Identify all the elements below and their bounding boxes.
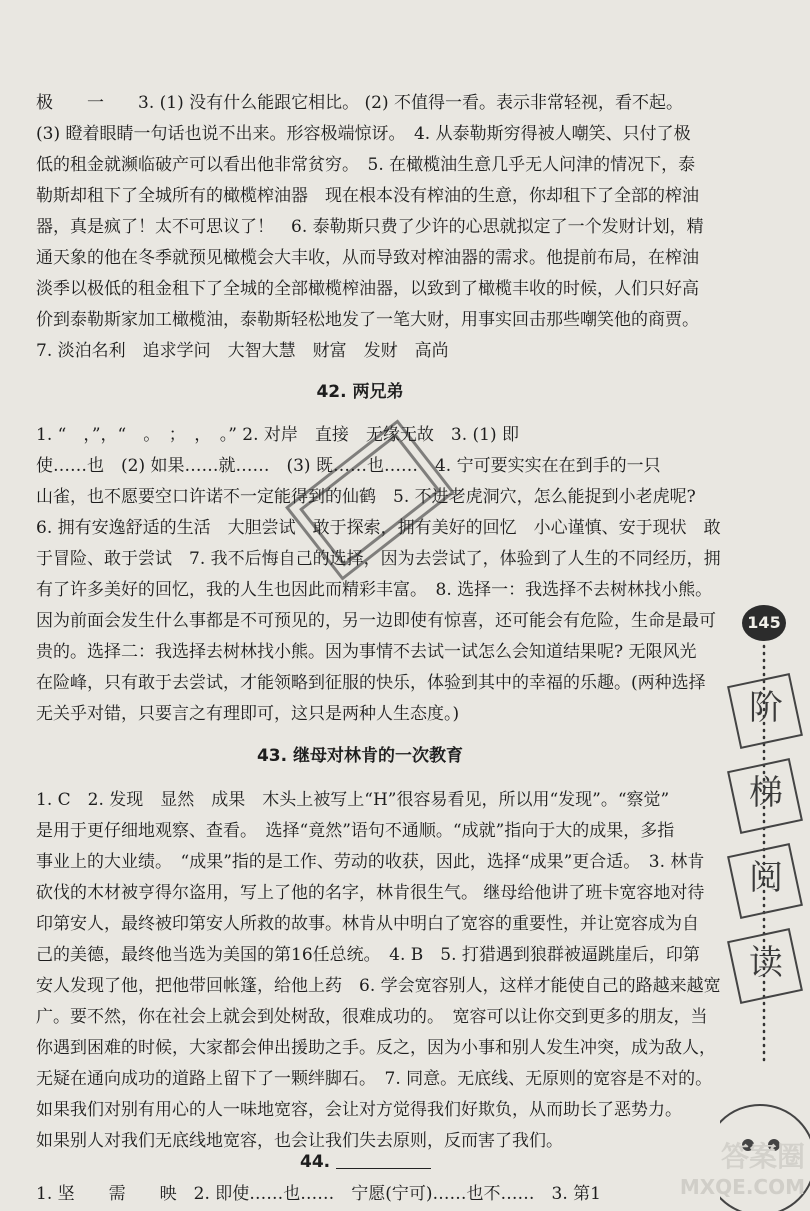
section-44-number: 44.	[300, 1152, 331, 1172]
text-line: 勒斯却租下了全城所有的橄榄榨油器 现在根本没有榨油的生意，你却租下了全部的榨油	[36, 186, 699, 206]
text-line: 通天象的他在冬季就预见橄榄会大丰收，从而导致对榨油器的需求。他提前布局，在榨油	[36, 248, 699, 268]
text-line: 无疑在通向成功的道路上留下了一颗绊脚石。 7. 同意。无底线、无原则的宽容是不对的。	[36, 1069, 713, 1089]
text-line: 于冒险、敢于尝试 7. 我不后悔自己的选择，因为去尝试了，体验到了人生的不同经历，拥	[36, 549, 721, 569]
section-44-answers: 1. 坚 需 映 2. 即使……也…… 宁愿(宁可)……也不…… 3. 第1	[36, 1184, 601, 1204]
section-42-title: 42. 两兄弟	[316, 382, 404, 402]
text-line: 贵的。选择二：我选择去树林找小熊。因为事情不去试一试怎么会知道结果呢? 无限风光	[36, 642, 697, 662]
text-line: 淡季以极低的租金租下了全城的全部橄榄榨油器，以致到了橄榄丰收的时候，人们只好高	[36, 279, 699, 299]
side-label-char: 读	[749, 943, 783, 983]
text-line: 低的租金就濒临破产可以看出他非常贫穷。 5. 在橄榄油生意几乎无人问津的情况下，泰	[36, 155, 696, 175]
text-line: 1. “ ，”，“ 。 ； ， 。” 2. 对岸 直接 无缘无故 3. (1) 即	[36, 425, 520, 445]
text-line: 器，真是疯了！太不可思议了！ 6. 泰勒斯只费了少许的心思就拟定了一个发财计划，精	[36, 217, 704, 237]
side-label-char: 阶	[749, 688, 783, 728]
side-label-char: 梯	[749, 773, 783, 813]
section-44-title	[300, 1151, 500, 1173]
text-line: 事业上的大业绩。 “成果”指的是工作、劳动的收获，因此，选择“成果”更合适。 3. 林肯	[36, 852, 705, 872]
text-line: 因为前面会发生什么事都是不可预见的，另一边即使有惊喜，还可能会有危险，生命是最可	[36, 611, 716, 631]
text-line: 砍伐的木材被亨得尔盗用，写上了他的名字，林肯很生气。 继母给他讲了班卡宽容地对待	[36, 883, 705, 903]
text-line: 山雀，也不愿要空口许诺不一定能得到的仙鹤 5. 不进老虎洞穴，怎么能捉到小老虎呢?	[36, 487, 696, 507]
title-blank-line	[336, 1168, 431, 1169]
text-line: 7. 淡泊名利 追求学问 大智大慧 财富 发财 高尚	[36, 341, 449, 361]
text-line: 己的美德，最终他当选为美国的第16任总统。 4. B 5. 打猎遇到狼群被逼跳崖后，印第	[36, 945, 700, 965]
text-line: 6. 拥有安逸舒适的生活 大胆尝试 敢于探索，拥有美好的回忆 小心谨慎、安于现状 敢	[36, 518, 721, 538]
text-line: 如果我们对别有用心的人一味地宽容，会让对方觉得我们好欺负，从而助长了恶势力。	[36, 1100, 682, 1120]
text-line: 是用于更仔细地观察、查看。 选择“竟然”语句不通顺。“成就”指向于大的成果，多指	[36, 821, 675, 841]
page-number-badge: 145	[742, 605, 786, 641]
text-line: 价到泰勒斯家加工橄榄油，泰勒斯轻松地发了一笔大财，用事实回击那些嘲笑他的商贾。	[36, 310, 699, 330]
section-43-title: 43. 继母对林肯的一次教育	[256, 746, 464, 766]
text-line: 你遇到困难的时候，大家都会伸出援助之手。反之，因为小事和别人发生冲突，成为敌人，	[36, 1038, 716, 1058]
text-line: 印第安人，最终被印第安人所救的故事。林肯从中明白了宽容的重要性，并让宽容成为自	[36, 914, 699, 934]
text-line: (3) 瞪着眼睛一句话也说不出来。形容极端惊讶。 4. 从泰勒斯穷得被人嘲笑、只付了极	[36, 124, 691, 144]
text-line: 有了许多美好的回忆，我的人生也因此而精彩丰富。 8. 选择一：我选择不去树林找小熊。	[36, 580, 713, 600]
text-line: 1. C 2. 发现 显然 成果 木头上被写上“H”很容易看见，所以用“发现”。“察觉”	[36, 790, 670, 810]
watermark-title: 答案圈	[720, 1140, 805, 1173]
watermark-url: MXQE.COM	[679, 1175, 805, 1199]
text-line: 如果别人对我们无底线地宽容，也会让我们失去原则，反而害了我们。	[36, 1131, 563, 1151]
text-line: 广。要不然，你在社会上就会到处树敌，很难成功的。 宽容可以让你交到更多的朋友，当	[36, 1007, 708, 1027]
text-line: 极 一 3. (1) 没有什么能跟它相比。 (2) 不值得一看。表示非常轻视，看不起。	[36, 93, 683, 113]
side-label-char: 阅	[749, 858, 783, 898]
text-line: 在险峰，只有敢于去尝试，才能领略到征服的快乐，体验到其中的幸福的乐趣。(两种选择	[36, 673, 706, 693]
text-line: 无关乎对错，只要言之有理即可，这只是两种人生态度。)	[36, 704, 460, 724]
text-line: 安人发现了他，把他带回帐篷，给他上药 6. 学会宽容别人，这样才能使自己的路越来越宽	[36, 976, 721, 996]
site-watermark	[670, 1135, 805, 1207]
side-label	[740, 680, 792, 1020]
text-line: 使……也 (2) 如果……就…… (3) 既……也…… 4. 宁可要实实在在到手的一只	[36, 456, 661, 476]
